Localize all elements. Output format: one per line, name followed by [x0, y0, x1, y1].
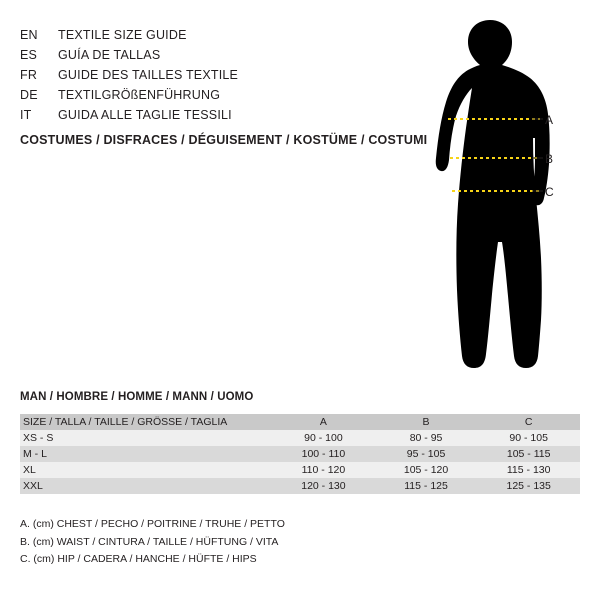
- language-row-it: [20, 108, 400, 128]
- measure-label-b: B: [545, 152, 554, 166]
- size-table: [20, 414, 580, 494]
- legend-line-b: B. (cm) WAIST / CINTURA / TAILLE / HÜFTUNG / VITA: [20, 535, 279, 548]
- costumes-heading: COSTUMES / DISFRACES / DÉGUISEMENT / KOSTÜME / COSTUMI: [20, 133, 428, 147]
- language-text-fr: GUIDE DES TAILLES TEXTILE: [58, 68, 239, 82]
- language-row-es: [20, 48, 400, 68]
- language-code-it: IT: [20, 108, 32, 122]
- row-b: 115 - 125: [375, 478, 478, 494]
- header-a: A: [272, 414, 375, 430]
- table-row: [20, 430, 580, 446]
- header-b: B: [375, 414, 478, 430]
- header-c: C: [477, 414, 580, 430]
- table-title: MAN / HOMBRE / HOMME / MANN / UOMO: [20, 391, 254, 403]
- measure-label-a: A: [545, 113, 554, 127]
- table-header-row: [20, 414, 580, 430]
- language-text-it: GUIDA ALLE TAGLIE TESSILI: [58, 108, 232, 122]
- language-row-en: [20, 28, 400, 48]
- table-row: [20, 478, 580, 494]
- language-code-en: EN: [20, 28, 38, 42]
- language-code-de: DE: [20, 88, 38, 102]
- language-text-es: GUÍA DE TALLAS: [58, 48, 161, 62]
- measurement-legend: [20, 516, 285, 569]
- row-b: 105 - 120: [375, 462, 478, 478]
- row-size: M - L: [20, 446, 272, 462]
- row-a: 120 - 130: [272, 478, 375, 494]
- legend-line-c: C. (cm) HIP / CADERA / HANCHE / HÜFTE / HIPS: [20, 553, 257, 565]
- row-c: 115 - 130: [477, 462, 580, 478]
- language-code-es: ES: [20, 48, 38, 62]
- header-size: SIZE / TALLA / TAILLE / GRÖSSE / TAGLIA: [20, 414, 272, 430]
- row-b: 80 - 95: [375, 430, 478, 446]
- row-c: 105 - 115: [477, 446, 580, 462]
- language-code-fr: FR: [20, 68, 38, 82]
- legend-line-a: A. (cm) CHEST / PECHO / POITRINE / TRUHE / PETTO: [20, 518, 285, 530]
- row-size: XXL: [20, 478, 272, 494]
- row-a: 90 - 100: [272, 430, 375, 446]
- row-a: 100 - 110: [272, 446, 375, 462]
- measure-label-c: C: [545, 185, 554, 199]
- language-row-fr: [20, 68, 400, 88]
- body-figure: [400, 18, 590, 378]
- table-row: [20, 462, 580, 478]
- language-text-en: TEXTILE SIZE GUIDE: [58, 28, 187, 42]
- row-c: 125 - 135: [477, 478, 580, 494]
- language-text-de: TEXTILGRÖßENFÜHRUNG: [58, 88, 221, 102]
- language-row-de: [20, 88, 400, 108]
- measure-letter-labels: [400, 18, 590, 378]
- row-b: 95 - 105: [375, 446, 478, 462]
- row-size: XS - S: [20, 430, 272, 446]
- row-size: XL: [20, 462, 272, 478]
- row-a: 110 - 120: [272, 462, 375, 478]
- language-list: [20, 28, 400, 128]
- row-c: 90 - 105: [477, 430, 580, 446]
- table-row: [20, 446, 580, 462]
